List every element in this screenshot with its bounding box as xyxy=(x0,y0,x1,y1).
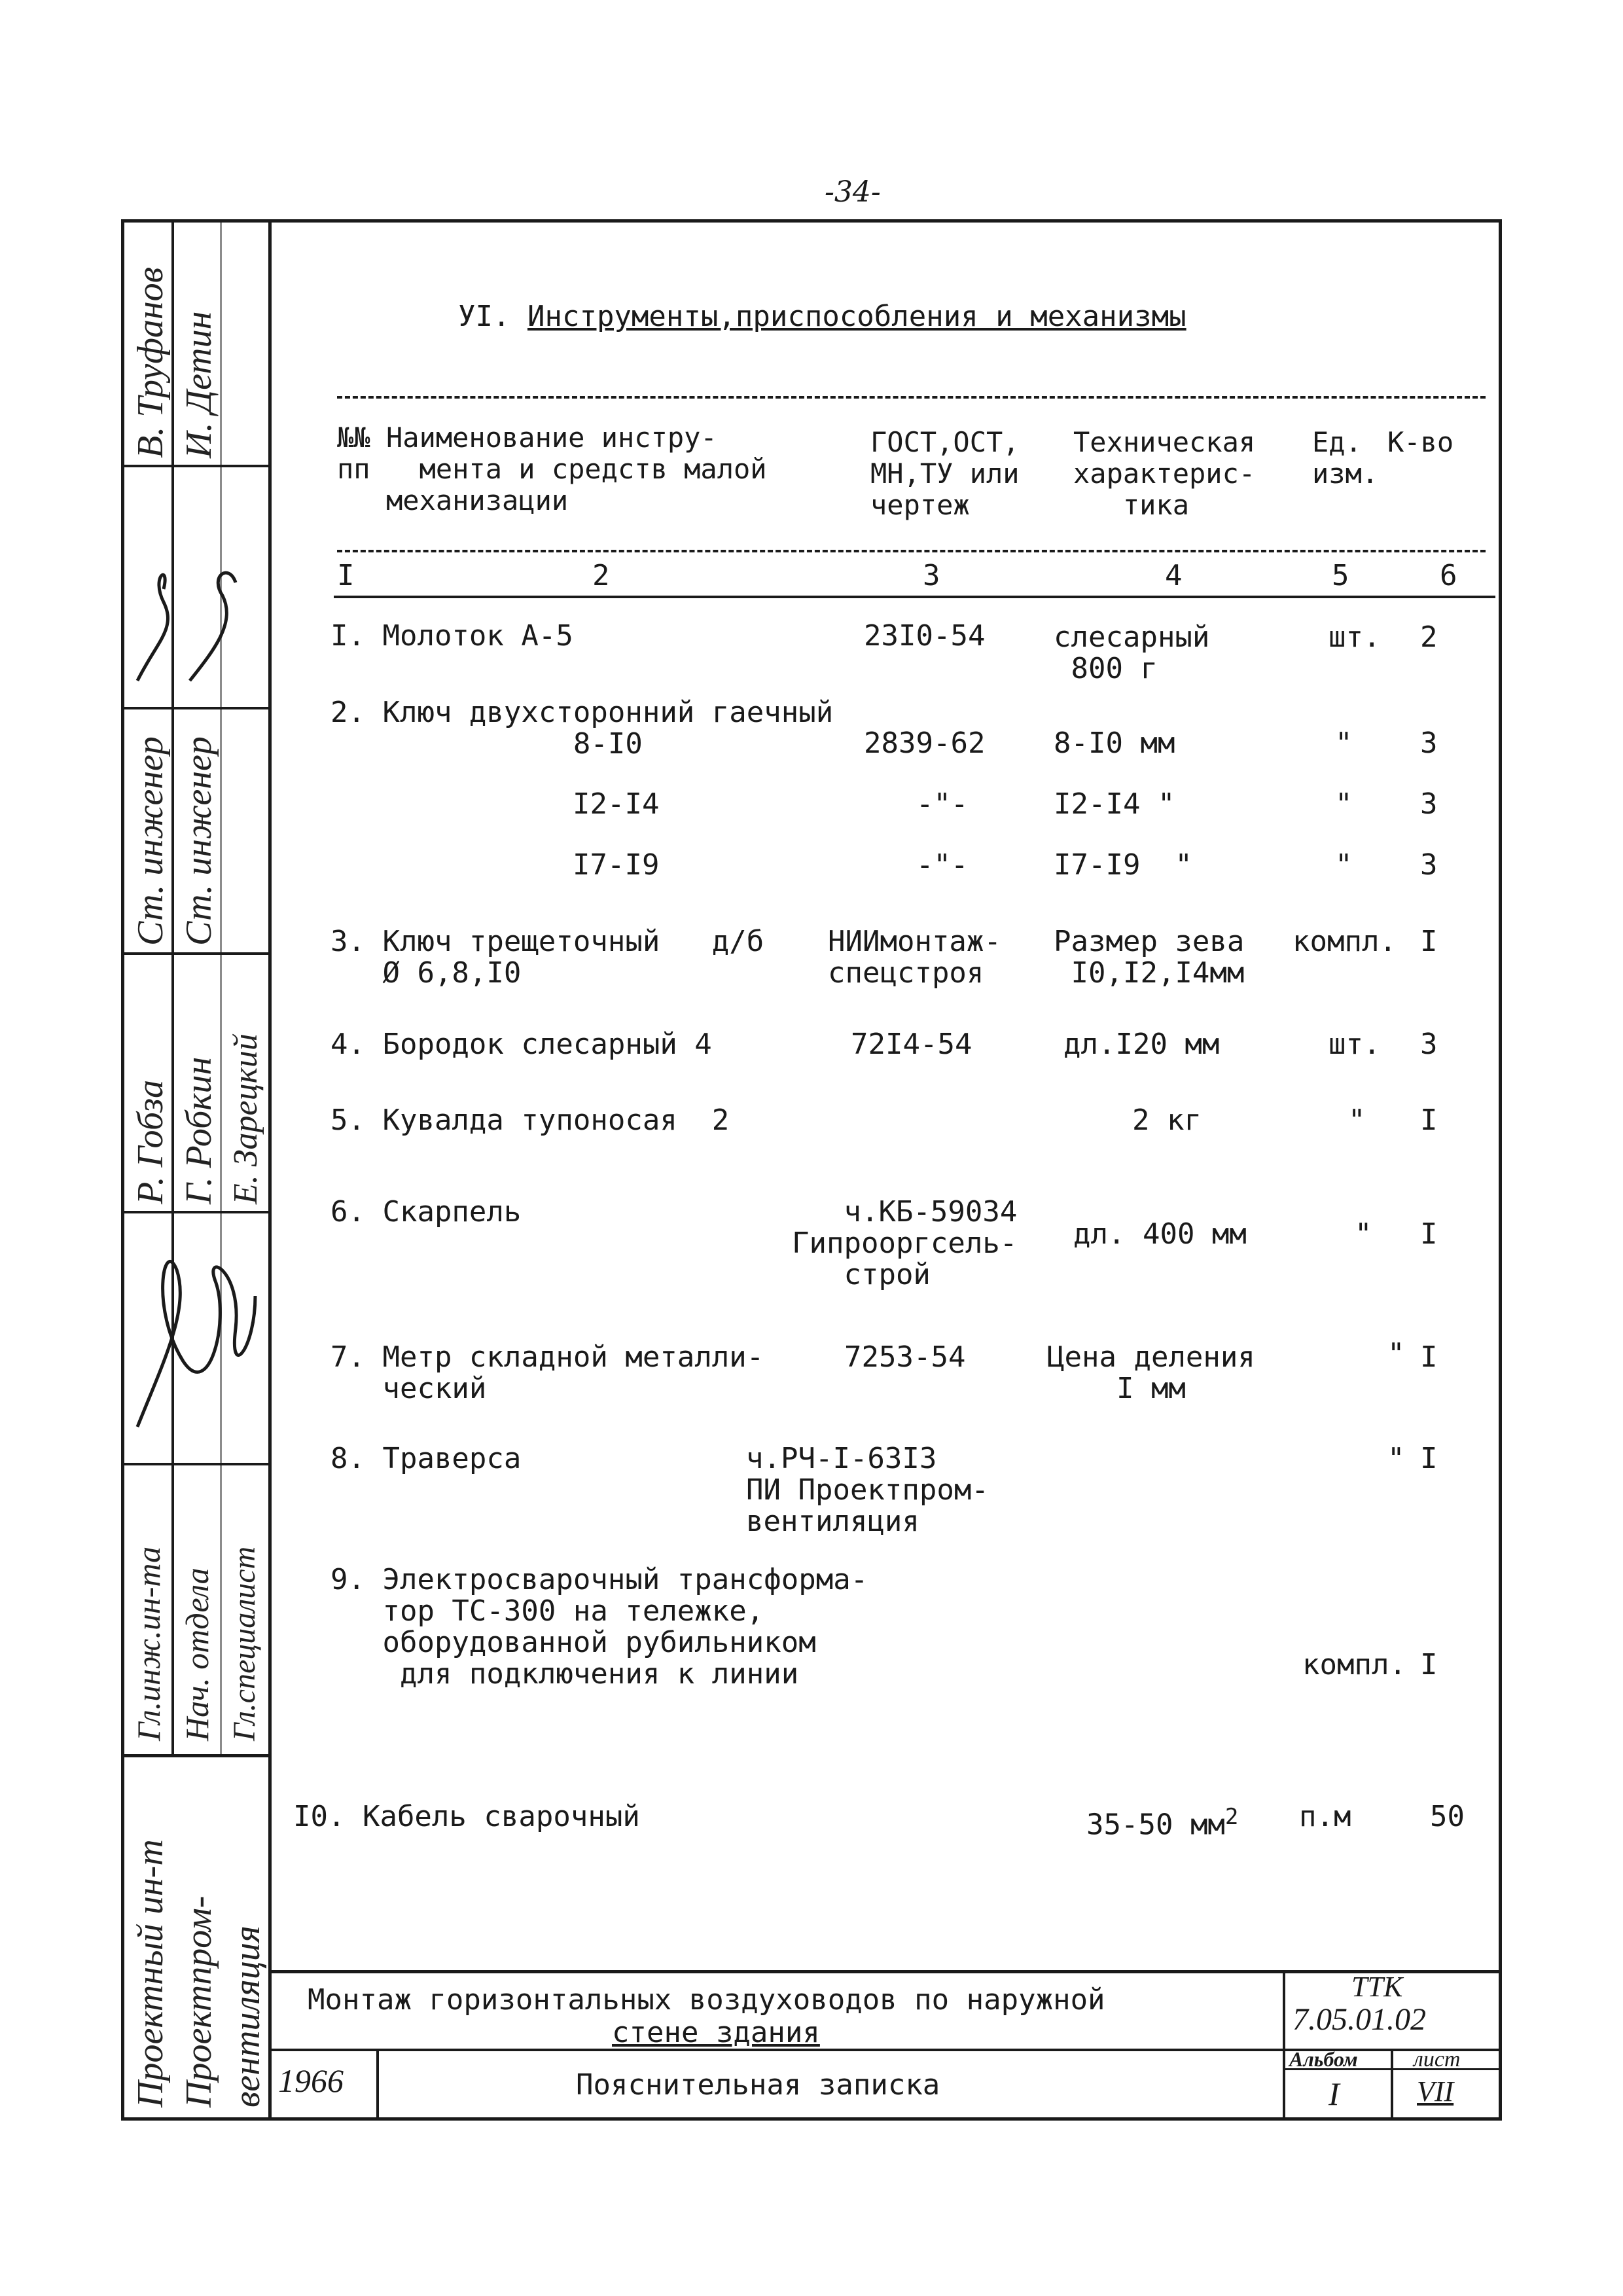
item-name: 4. Бородок слесарный 4 xyxy=(330,1028,712,1061)
item-unit: компл. xyxy=(1293,925,1397,958)
item-name: I0. Кабель сварочный xyxy=(293,1800,640,1833)
signer-name: Е. Зарецкий xyxy=(227,1033,264,1204)
item-qty: I xyxy=(1420,1648,1438,1681)
signature-mark xyxy=(124,1230,265,1453)
col-header-name: Наименование инстру- мента и средств малой механизации xyxy=(386,422,767,516)
section-title xyxy=(458,300,1186,333)
item-name: 7. Метр складной металли- ческий xyxy=(330,1340,764,1405)
item-tech: 8-I0 мм xyxy=(1054,726,1175,760)
page-number: -34- xyxy=(825,175,881,209)
item-unit: " xyxy=(1335,787,1353,821)
col-header-qty: К-во xyxy=(1387,426,1454,458)
item-unit: " xyxy=(1348,1103,1366,1137)
item-tech: I7-I9 " xyxy=(1054,848,1192,882)
table-top-rule xyxy=(337,396,1486,399)
item-qty: I xyxy=(1420,1442,1438,1475)
col-header-gost: ГОСТ,ОСТ, МН,ТУ или чертеж xyxy=(870,426,1020,521)
col-number: 3 xyxy=(923,559,940,592)
item-gost: 2839-62 xyxy=(864,726,986,760)
item-name: I. Молоток А-5 xyxy=(330,619,573,653)
signer-name: В. Труфанов xyxy=(130,267,171,458)
item-name: I2-I4 xyxy=(573,787,660,821)
signer-role: Гл.специалист xyxy=(227,1546,262,1741)
item-qty: I xyxy=(1420,1103,1438,1137)
item-tech xyxy=(1086,1801,1238,1841)
item-unit: " xyxy=(1335,726,1353,760)
organization-name: Проектный ин-т xyxy=(130,1839,171,2108)
item-name: I7-I9 xyxy=(573,848,660,882)
sheet-label: лист xyxy=(1414,2047,1461,2072)
signer-name: Г. Робкин xyxy=(179,1056,219,1204)
item-name: 8. Траверса xyxy=(330,1442,522,1475)
item-name: 3. Ключ трещеточный д/б Ø 6,8,I0 xyxy=(330,925,764,990)
signer-name: И. Детин xyxy=(179,311,219,458)
item-gost: 72I4-54 xyxy=(851,1028,972,1061)
organization-name: Проектпром- xyxy=(179,1895,219,2108)
item-tech-value: 35-50 мм xyxy=(1086,1808,1225,1842)
signer-role: Нач. отдела xyxy=(179,1568,215,1741)
superscript: 2 xyxy=(1224,1804,1239,1830)
ttk-code: 7.05.01.02 xyxy=(1293,2002,1426,2037)
signer-role: Гл.инж.ин-та xyxy=(130,1546,167,1741)
col-number: I xyxy=(337,559,355,592)
col-number-rule xyxy=(334,596,1495,598)
item-unit: " xyxy=(1387,1442,1405,1475)
item-gost: ч.КБ-59034 Гипрооргсель- строй xyxy=(792,1195,1018,1291)
item-qty: 3 xyxy=(1420,787,1438,821)
item-unit: " xyxy=(1335,848,1353,882)
item-gost: -"- xyxy=(916,787,969,821)
item-tech: 2 кг xyxy=(1132,1103,1202,1137)
signature-mark xyxy=(124,550,265,700)
item-gost: ч.РЧ-I-63I3 ПИ Проектпром- вентиляция xyxy=(746,1442,989,1538)
col-header-unit: Ед. изм. xyxy=(1312,426,1379,490)
organization-name: вентиляция xyxy=(227,1926,268,2108)
item-gost: 7253-54 xyxy=(844,1340,966,1374)
item-tech: слесарный 800 г xyxy=(1054,620,1210,685)
album-label: Альбом xyxy=(1289,2047,1358,2071)
ttk-label: ТТК xyxy=(1351,1971,1403,2003)
doc-title-line: Монтаж горизонтальных воздуховодов по наружной xyxy=(308,1983,1105,2017)
item-name: 5. Кувалда тупоносая 2 xyxy=(330,1103,730,1137)
item-unit: шт. xyxy=(1329,620,1381,654)
item-gost: -"- xyxy=(916,848,969,882)
year: 1966 xyxy=(278,2062,344,2099)
item-unit: " xyxy=(1387,1337,1405,1371)
item-name: 2. Ключ двухсторонний гаечный 8-I0 xyxy=(330,696,834,761)
item-qty: I xyxy=(1420,1217,1438,1251)
item-qty: I xyxy=(1420,925,1438,958)
item-gost: НИИмонтаж- спецстроя xyxy=(828,925,1001,990)
item-gost: 23I0-54 xyxy=(864,619,986,653)
item-unit: п.м xyxy=(1299,1800,1351,1833)
item-qty: I xyxy=(1420,1340,1438,1374)
signer-role: Ст. инженер xyxy=(179,736,219,946)
col-number: 4 xyxy=(1165,559,1183,592)
item-qty: 50 xyxy=(1430,1800,1465,1833)
item-qty: 3 xyxy=(1420,848,1438,882)
section-heading: Инструменты,приспособления и механизмы xyxy=(527,300,1186,333)
item-unit: шт. xyxy=(1329,1028,1381,1061)
item-qty: 3 xyxy=(1420,1028,1438,1061)
item-unit: компл. xyxy=(1302,1648,1406,1681)
col-number: 2 xyxy=(592,559,610,592)
signer-name: Р. Гобза xyxy=(130,1079,171,1204)
item-qty: 2 xyxy=(1420,620,1438,654)
col-header-num: №№ пп xyxy=(337,422,370,485)
album-value: I xyxy=(1329,2075,1340,2112)
doc-title-line: стене здания xyxy=(612,2016,820,2049)
item-qty: 3 xyxy=(1420,726,1438,760)
header-bottom-rule xyxy=(337,550,1486,552)
item-name: 6. Скарпель xyxy=(330,1195,522,1229)
item-tech: I2-I4 " xyxy=(1054,787,1175,821)
col-number: 6 xyxy=(1440,559,1457,592)
item-unit: " xyxy=(1355,1217,1372,1251)
item-tech: дл. 400 мм xyxy=(1073,1217,1247,1251)
doc-name: Пояснительная записка xyxy=(576,2068,940,2102)
sheet-value: VII xyxy=(1417,2075,1454,2108)
signer-role: Ст. инженер xyxy=(130,736,171,946)
item-tech: Размер зева I0,I2,I4мм xyxy=(1054,925,1245,990)
section-number: УI. xyxy=(458,300,510,333)
item-tech: дл.I20 мм xyxy=(1063,1028,1220,1061)
col-number: 5 xyxy=(1332,559,1349,592)
item-tech: Цена деления I мм xyxy=(1047,1340,1255,1405)
col-header-tech: Техническая характерис- тика xyxy=(1073,426,1256,521)
item-name: 9. Электросварочный трансформа- тор ТС-300 на тележке, оборудованной рубильником для подключения к линии xyxy=(330,1563,868,1691)
